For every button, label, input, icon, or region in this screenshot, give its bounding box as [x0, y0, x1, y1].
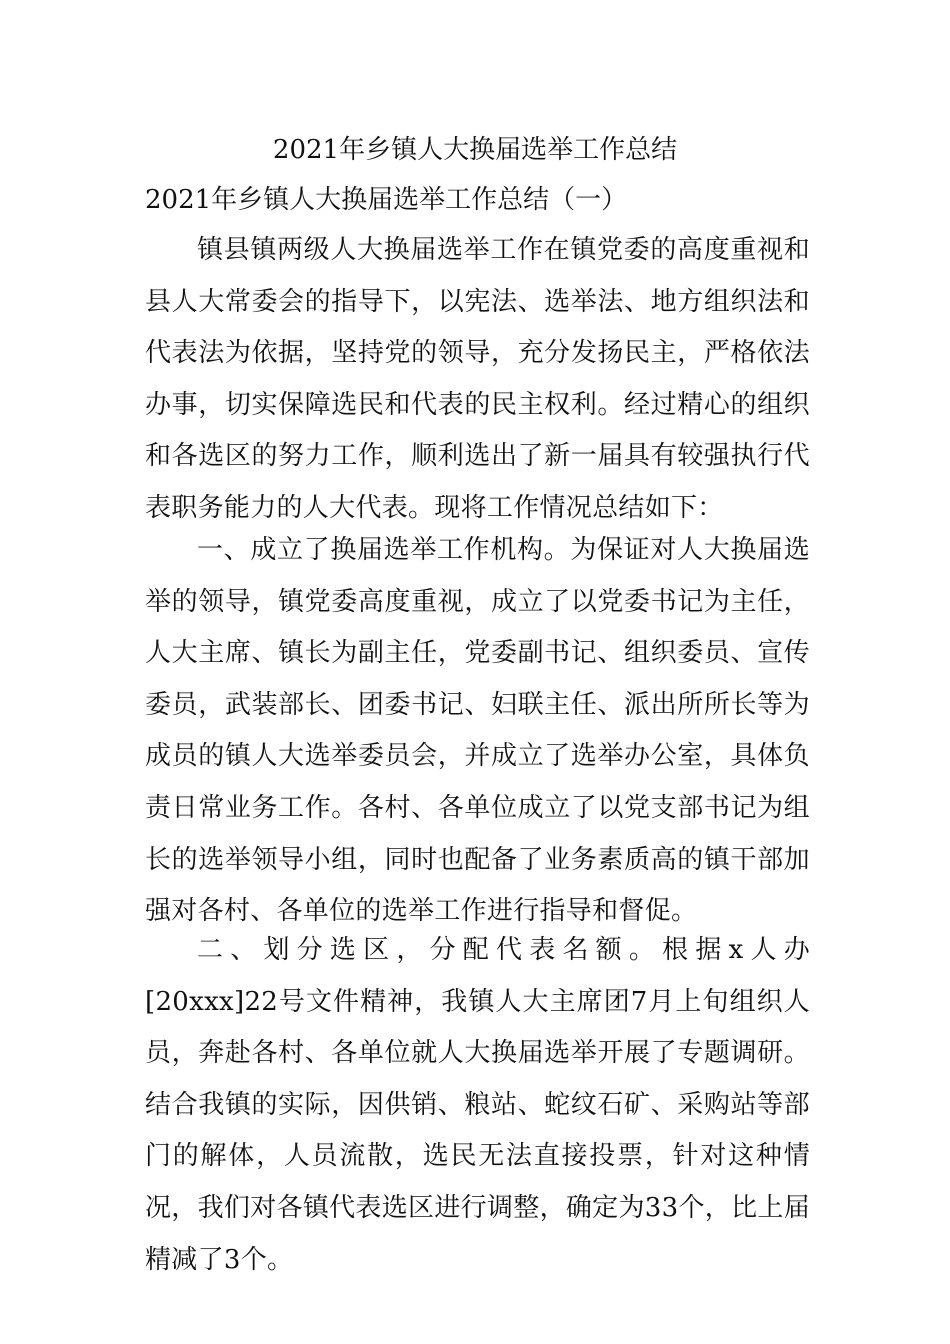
paragraph-section-1: 一、成立了换届选举工作机构。为保证对人大换届选举的领导，镇党委高度重视，成立了以党委书记为主任，人大主席、镇长为副主任，党委副书记、组织委员、宣传委员，武装部长、团委书记、妇联主任、派出所所长等为成员的镇人大选举委员会，并成立了选举办公室，具体负责日常业务工作。各村、各单位成立了以党支部书记为组长的选举领导小组，同时也配备了业务素质高的镇干部加强对各村、各单位的选举工作进行指导和督促。	[145, 535, 810, 927]
document-title: 2021年乡镇人大换届选举工作总结	[272, 135, 678, 165]
document-subtitle: 2021年乡镇人大换届选举工作总结（一）	[145, 185, 628, 215]
paragraph-intro: 镇县镇两级人大换届选举工作在镇党委的高度重视和县人大常委会的指导下，以宪法、选举法、地方组织法和代表法为依据，坚持党的领导，充分发扬民主，严格依法办事，切实保障选民和代表的民主权利。经过精心的组织和各选区的努力工作，顺利选出了新一届具有较强执行代表职务能力的人大代表。现将工作情况总结如下：	[145, 235, 810, 523]
paragraph-section-2: 二、划分选区，分配代表名额。根据x人办[20xxx]22号文件精神，我镇人大主席团7月上旬组织人员，奔赴各村、各单位就人大换届选举开展了专题调研。结合我镇的实际，因供销、粮站、蛇纹石矿、采购站等部门的解体，人员流散，选民无法直接投票，针对这种情况，我们对各镇代表选区进行调整，确定为33个，比上届精减了3个。	[145, 935, 810, 1275]
